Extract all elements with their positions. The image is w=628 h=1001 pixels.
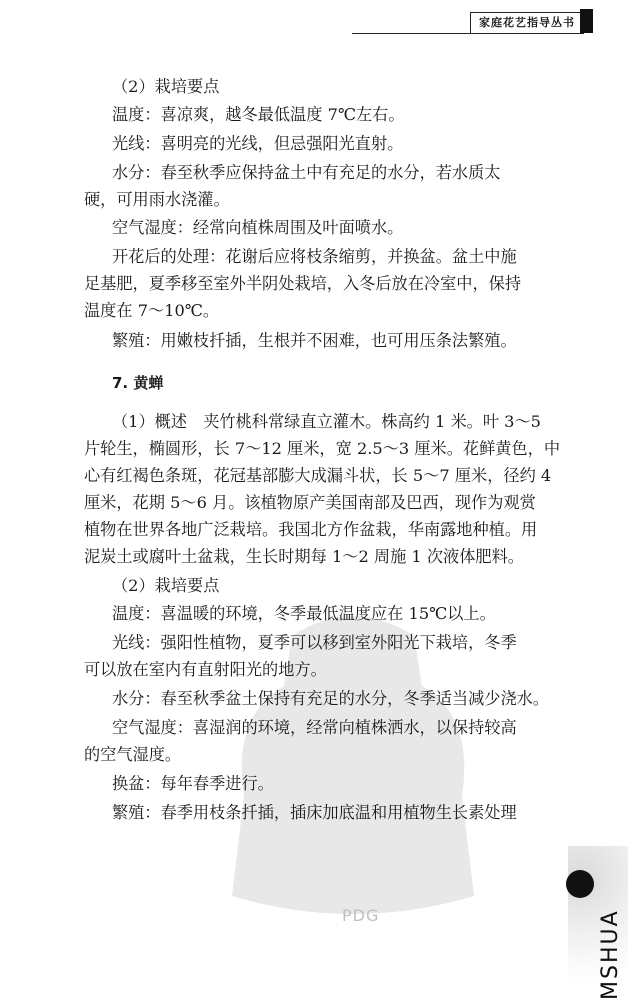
light-line-2a: 光线：强阳性植物，夏季可以移到室外阳光下栽培，冬季 (112, 633, 517, 652)
overview-line-2: 片轮生，椭圆形，长 7～12 厘米，宽 2.5～3 厘米。花鲜黄色，中 (84, 439, 561, 458)
propagation-line: 繁殖：用嫩枝扦插，生根并不困难，也可用压条法繁殖。 (112, 331, 517, 350)
overview-line-5: 植物在世界各地广泛栽培。我国北方作盆栽，华南露地种植。用 (84, 520, 538, 539)
humidity-line-2a: 空气湿度：喜湿润的环境，经常向植株洒水，以保持较高 (112, 718, 517, 737)
header-marker-block (580, 9, 593, 33)
light-line: 光线：喜明亮的光线，但忌强阳光直射。 (112, 134, 404, 153)
header-rule (352, 33, 584, 34)
subheading-cultivation-2: （2）栽培要点 (112, 576, 220, 595)
subheading-cultivation: （2）栽培要点 (112, 77, 220, 96)
corner-dot (566, 870, 594, 898)
section-title: 7. 黄蝉 (112, 374, 164, 392)
repot-line: 换盆：每年春季进行。 (112, 774, 274, 793)
humidity-line: 空气湿度：经常向植株周围及叶面喷水。 (112, 218, 404, 237)
humidity-line-2b: 的空气湿度。 (84, 745, 182, 764)
overview-line-6: 泥炭土或腐叶土盆栽，生长时期每 1～2 周施 1 次液体肥料。 (84, 547, 524, 566)
running-header-title: 家庭花艺指导丛书 (470, 12, 584, 33)
side-brand-text: MSHUA (598, 909, 623, 1000)
water-line-1: 水分：春至秋季应保持盆土中有充足的水分，若水质太 (112, 163, 501, 182)
overview-line-3: 心有红褐色条斑，花冠基部膨大成漏斗状，长 5～7 厘米，径约 4 (84, 466, 552, 485)
overview-line-4: 厘米，花期 5～6 月。该植物原产美国南部及巴西，现作为观赏 (84, 493, 536, 512)
after-flowering-line-1: 开花后的处理：花谢后应将枝条缩剪，并换盆。盆土中施 (112, 247, 517, 266)
after-flowering-line-2: 足基肥，夏季移至室外半阴处栽培，入冬后放在冷室中，保持 (84, 274, 522, 293)
light-line-2b: 可以放在室内有直射阳光的地方。 (84, 660, 327, 679)
watermark-text: PDG (342, 906, 380, 925)
overview-line-1: （1）概述 夹竹桃科常绿直立灌木。株高约 1 米。叶 3～5 (112, 412, 541, 431)
temperature-line: 温度：喜凉爽，越冬最低温度 7℃左右。 (112, 105, 405, 124)
temperature-line-2: 温度：喜温暖的环境，冬季最低温度应在 15℃以上。 (112, 604, 496, 623)
water-line-2: 水分：春至秋季盆土保持有充足的水分，冬季适当减少浇水。 (112, 689, 550, 708)
water-line-2: 硬，可用雨水浇灌。 (84, 190, 230, 209)
after-flowering-line-3: 温度在 7～10℃。 (84, 301, 220, 320)
propagation-line-2: 繁殖：春季用枝条扦插，插床加底温和用植物生长素处理 (112, 803, 517, 822)
